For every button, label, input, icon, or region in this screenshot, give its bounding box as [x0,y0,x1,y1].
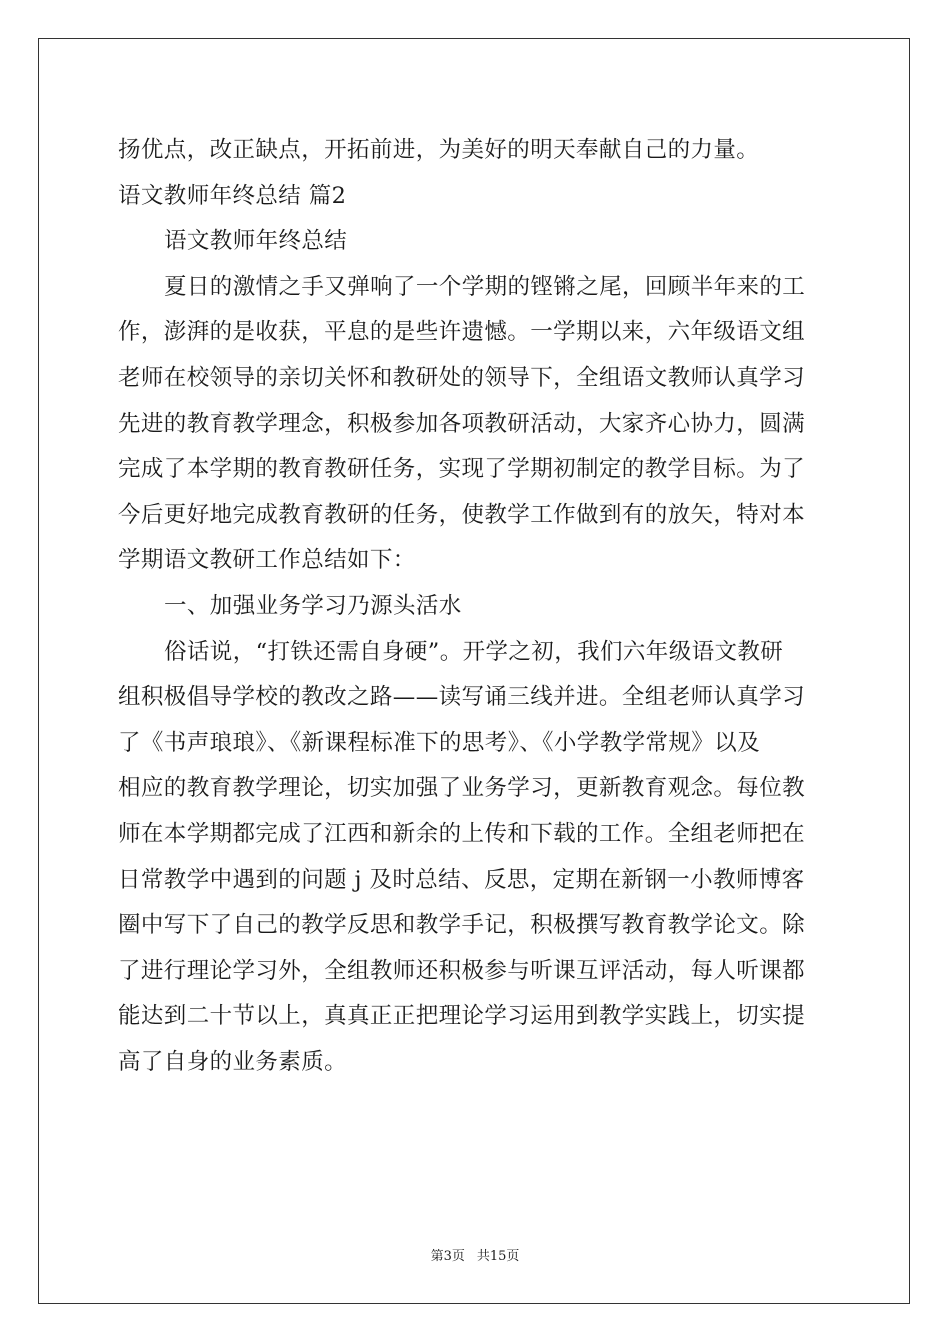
body-line: 完成了本学期的教育教研任务，实现了学期初制定的教学目标。为了 [118,456,806,483]
body-line: 圈中写下了自己的教学反思和教学手记，积极撰写教育教学论文。除 [118,912,806,939]
body-line: 高了自身的业务素质。 [118,1048,348,1075]
body-line: 扬优点，改正缺点，开拓前进，为美好的明天奉献自己的力量。 [118,137,760,163]
body-line: 先进的教育教学理念，积极参加各项教研活动，大家齐心协力，圆满 [118,410,806,437]
body-line: 了《书声琅琅》、《新课程标准下的思考》、《小学教学常规》以及 [118,729,761,756]
body-line: 能达到二十节以上，真真正正把理论学习运用到教学实践上，切实提 [118,1003,806,1030]
section-heading: 语文教师年终总结 篇2 [118,182,347,209]
body-line: 老师在校领导的亲切关怀和教研处的领导下，全组语文教师认真学习 [118,364,806,391]
body-line: 了进行理论学习外，全组教师还积极参与听课互评活动，每人听课都 [118,957,806,984]
body-line: 师在本学期都完成了江西和新余的上传和下载的工作。全组老师把在 [118,820,806,847]
body-line: 组积极倡导学校的教改之路——读写诵三线并进。全组老师认真学习 [118,684,806,711]
subsection-heading: 一、加强业务学习乃源头活水 [164,592,462,619]
page-number: 第3页 [430,1249,465,1264]
article-title: 语文教师年终总结 [164,228,348,255]
body-line: 今后更好地完成教育教研的任务，使教学工作做到有的放矢，特对本 [118,501,806,528]
body-line: 学期语文教研工作总结如下： [118,547,416,574]
page-footer [0,1245,950,1264]
body-line: 夏日的激情之手又弹响了一个学期的铿锵之尾，回顾半年来的工 [164,273,806,300]
body-line: 俗话说，“打铁还需自身硬”。开学之初，我们六年级语文教研 [164,638,784,665]
body-line: 相应的教育教学理论，切实加强了业务学习，更新教育观念。每位教 [118,775,806,802]
body-line: 日常教学中遇到的问题 j 及时总结、反思，定期在新钢一小教师博客 [118,866,805,893]
total-pages: 共15页 [476,1249,520,1264]
body-line: 作，澎湃的是收获，平息的是些许遗憾。一学期以来，六年级语文组 [118,319,806,346]
document-body [118,128,838,1085]
